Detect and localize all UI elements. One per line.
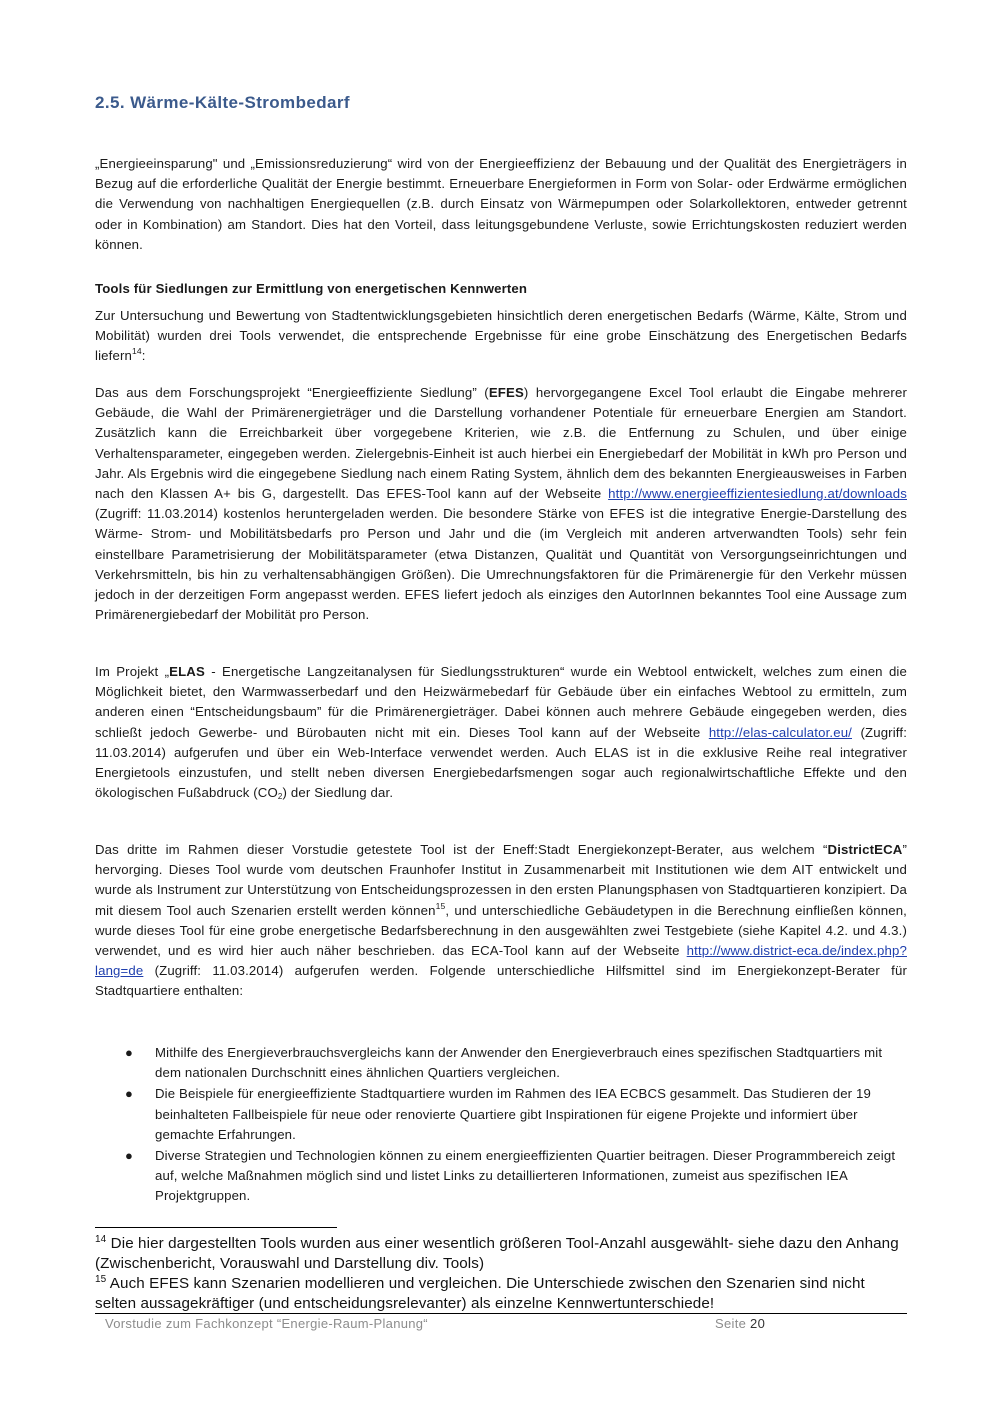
- list-item: [95, 1084, 907, 1145]
- footnote-ref-14[interactable]: 14: [131, 346, 142, 357]
- bullet-icon: ●: [125, 1086, 134, 1102]
- efes-name: EFES: [488, 385, 524, 400]
- footnote-15: [95, 1274, 907, 1314]
- elas-text-4: ) der Siedlung dar.: [282, 785, 394, 801]
- elas-text-3: (Zugriff: 11.03.2014) aufgerufen und über ein Web-Interface verwendet werden. Auch ELAS ist in die exklusive Reihe real integrativer Energietools einzustufen, und stellt neben diversen Energiebedarfsmengen sogar auch regionalwirtschaftliche Effekte und den ökologischen Fußabdruck (CO: [95, 724, 908, 801]
- tools-bullet-list: [95, 1043, 907, 1208]
- footer-divider: [95, 1313, 907, 1314]
- page-number: 20: [750, 1316, 766, 1331]
- page-number-block: [715, 1316, 765, 1331]
- footnotes: [95, 1234, 907, 1314]
- elas-link[interactable]: http://elas-calculator.eu/: [708, 724, 852, 740]
- footnote-text: Die hier dargestellten Tools wurden aus einer wesentlich größeren Tool-Anzahl ausgewählt- siehe dazu den Anhang (Zwischenbericht, Vorauswahl und Darstellung div. Tools): [95, 1235, 899, 1272]
- footnote-14: [95, 1234, 907, 1274]
- eca-text-1: Das dritte im Rahmen dieser Vorstudie getestete Tool ist der Eneff:Stadt Energiekonzept-Berater, aus welchem “: [95, 842, 828, 857]
- elas-text-1: Im Projekt „: [95, 664, 170, 679]
- footer-title: Vorstudie zum Fachkonzept “Energie-Raum-Planung“: [105, 1316, 428, 1331]
- bullet-icon: ●: [125, 1045, 134, 1060]
- co2-subscript: 2: [277, 792, 283, 802]
- footnote-number: 14: [95, 1234, 107, 1245]
- eca-name: DistrictECA: [827, 842, 903, 857]
- efes-text-1: Das aus dem Forschungsprojekt “Energieeffiziente Siedlung” (: [95, 385, 489, 400]
- elas-text-2: - Energetische Langzeitanalysen für Siedlungsstrukturen“ wurde ein Webtool entwickelt, welches zum einen die Möglichkeit bietet, den Warmwasserbedarf und den Heizwärmebedarf für Gebäude über ein einfaches Webtool zu ermitteln, zum anderen einen “Entscheidungsbaum” für die Primärenergieträger. Dabei können auch mehrere Gebäude eingegeben werden, dies schließt jedoch Gewerbe- und Bürobauten nicht mit ein. Dieses Tool kann auf der Webseite: [95, 664, 907, 740]
- eca-paragraph: [95, 840, 907, 1002]
- tools-intro-text: Zur Untersuchung und Bewertung von Stadtentwicklungsgebieten hinsichtlich deren energetischen Bedarfs (Wärme, Kälte, Strom und Mobilität) wurden drei Tools verwendet, die entsprechende Ergebnisse für eine grobe Einschätzung des Energetischen Bedarfs liefern: [95, 308, 907, 364]
- eca-text-3: , und unterschiedliche Gebäudetypen in die Berechnung einfließen können, wurde dieses Tool für eine grobe energetische Bedarfsberechnung in den ausgewählten zwei Testgebiete (siehe Kapitel 4.2. und 4.3.) verwendet, und es wird hier auch näher beschrieben. das ECA-Tool kann auf der Webseite: [95, 902, 907, 959]
- tools-heading: Tools für Siedlungen zur Ermittlung von energetischen Kennwerten: [95, 281, 528, 296]
- elas-name: ELAS: [169, 664, 205, 679]
- list-item-text: Die Beispiele für energieeffiziente Stadtquartiere wurden im Rahmen des IEA ECBCS gesammelt. Das Studieren der 19 beinhalteten Fallbeispiele für neue oder renovierte Quartiere gibt Inspirationen für eigene Projekte und informiert über gemachte Erfahrungen.: [155, 1086, 872, 1142]
- footnote-number: 15: [95, 1274, 107, 1285]
- page-footer: [105, 1316, 905, 1331]
- elas-paragraph: [95, 662, 907, 803]
- efes-text-2: ) hervorgegangene Excel Tool erlaubt die Eingabe mehrerer Gebäude, die Wahl der Primärenergieträger und die Darstellung vorhandener Potentiale für erneuerbare Energien am Standort. Zusätzlich kann die Erreichbarkeit über vorgegebene Kriterien, wie z.B. die Entfernung zu Schulen, und über einige Verhaltensparameter, eingegeben werden. Zielergebnis-Einheit ist auch hierbei ein Energiebedarf der Mobilität in kWh pro Person und Jahr. Als Ergebnis wird die eingegebene Siedlung nach einem Rating System, ähnlich dem des bekannten Energieausweises in Farben nach den Klassen A+ bis G, dargestellt. Das EFES-Tool kann auf der Webseite: [95, 385, 907, 502]
- eca-link[interactable]: http://www.district-eca.de/index.php?lang=de: [95, 943, 907, 979]
- eca-text-2: ” hervorging. Dieses Tool wurde vom deutschen Fraunhofer Institut in Zusammenarbeit mit Institutionen wie dem AIT entwickelt und wurde als Instrument zur Unterstützung von Entscheidungsprozessen in den ersten Planungsphasen von Stadtquartieren konzipiert. Da mit diesem Tool auch Szenarien erstellt werden können: [95, 842, 907, 918]
- eca-text-4: (Zugriff: 11.03.2014) aufgerufen werden. Folgende unterschiedliche Hilfsmittel sind im Energiekonzept-Berater für Stadtquartiere enthalten:: [95, 963, 907, 999]
- bullet-icon: ●: [125, 1148, 134, 1164]
- footnote-divider: [95, 1227, 337, 1228]
- efes-paragraph: [95, 383, 907, 625]
- efes-text-3: (Zugriff: 11.03.2014) kostenlos heruntergeladen werden. Die besondere Stärke von EFES ist die integrative Energie-Darstellung des Wärme- Strom- und Mobilitätsbedarfs pro Person und Jahr und die (im Vergleich mit anderen artverwandten Tools) sehr fein einstellbare Parametrisierung der Mobilitätsparameter (etwa Distanzen, Qualität und Quantität von Versorgungseinrichtungen und Verkehrsmitteln, bis hin zu verhaltensabhängigen Größen). Die Umrechnungsfaktoren für die Primärenergie für den Verkehr müssen jedoch in der derzeitigen Form angepasst werden. EFES liefert jedoch als einziges den AutorInnen bekanntes Tool eine Aussage zum Primärenergiebedarf der Mobilität pro Person.: [95, 506, 907, 623]
- intro-paragraph: „Energieeinsparung" und „Emissionsreduzierung“ wird von der Energieeffizienz der Bebauung und der Qualität des Energieträgers in Bezug auf die erforderliche Qualität der Energie bestimmt. Erneuerbare Energieformen in Form von Solar- oder Erdwärme ermöglichen die Verwendung von nachhaltigen Energiequellen (z.B. durch Einsatz von Wärmepumpen oder Solarkollektoren, entweder getrennt oder in Kombination) am Standort. Dies hat den Vorteil, dass leitungsgebundene Verluste, sowie Errichtungskosten reduziert werden können.: [95, 156, 907, 252]
- list-item-text: Diverse Strategien und Technologien können zu einem energieeffizienten Quartier beitragen. Dieser Programmbereich zeigt auf, welche Maßnahmen möglich sind und listet Links zu detaillierteren Informationen, zumeist aus spezifischen IEA Projektgruppen.: [155, 1148, 896, 1204]
- footnote-ref-15[interactable]: 15: [435, 900, 446, 911]
- page-label: Seite: [715, 1316, 751, 1331]
- tools-intro-paragraph: [95, 306, 907, 367]
- efes-link[interactable]: http://www.energieeffizientesiedlung.at/downloads: [608, 486, 907, 502]
- list-item: [95, 1043, 907, 1083]
- list-item: [95, 1146, 907, 1207]
- list-item-text: Mithilfe des Energieverbrauchsvergleichs kann der Anwender den Energieverbrauch eines spezifischen Stadtquartiers mit dem nationalen Durchschnitt eines ähnlichen Quartiers vergleichen.: [155, 1045, 883, 1081]
- section-title: 2.5. Wärme-Kälte-Strombedarf: [95, 93, 350, 112]
- footnote-text: Auch EFES kann Szenarien modellieren und vergleichen. Die Unterschiede zwischen den Szenarien sind nicht selten aussagekräftiger (und entscheidungsrelevanter) als einzelne Kennwertunterschiede!: [95, 1275, 865, 1312]
- tools-intro-end: :: [141, 348, 146, 364]
